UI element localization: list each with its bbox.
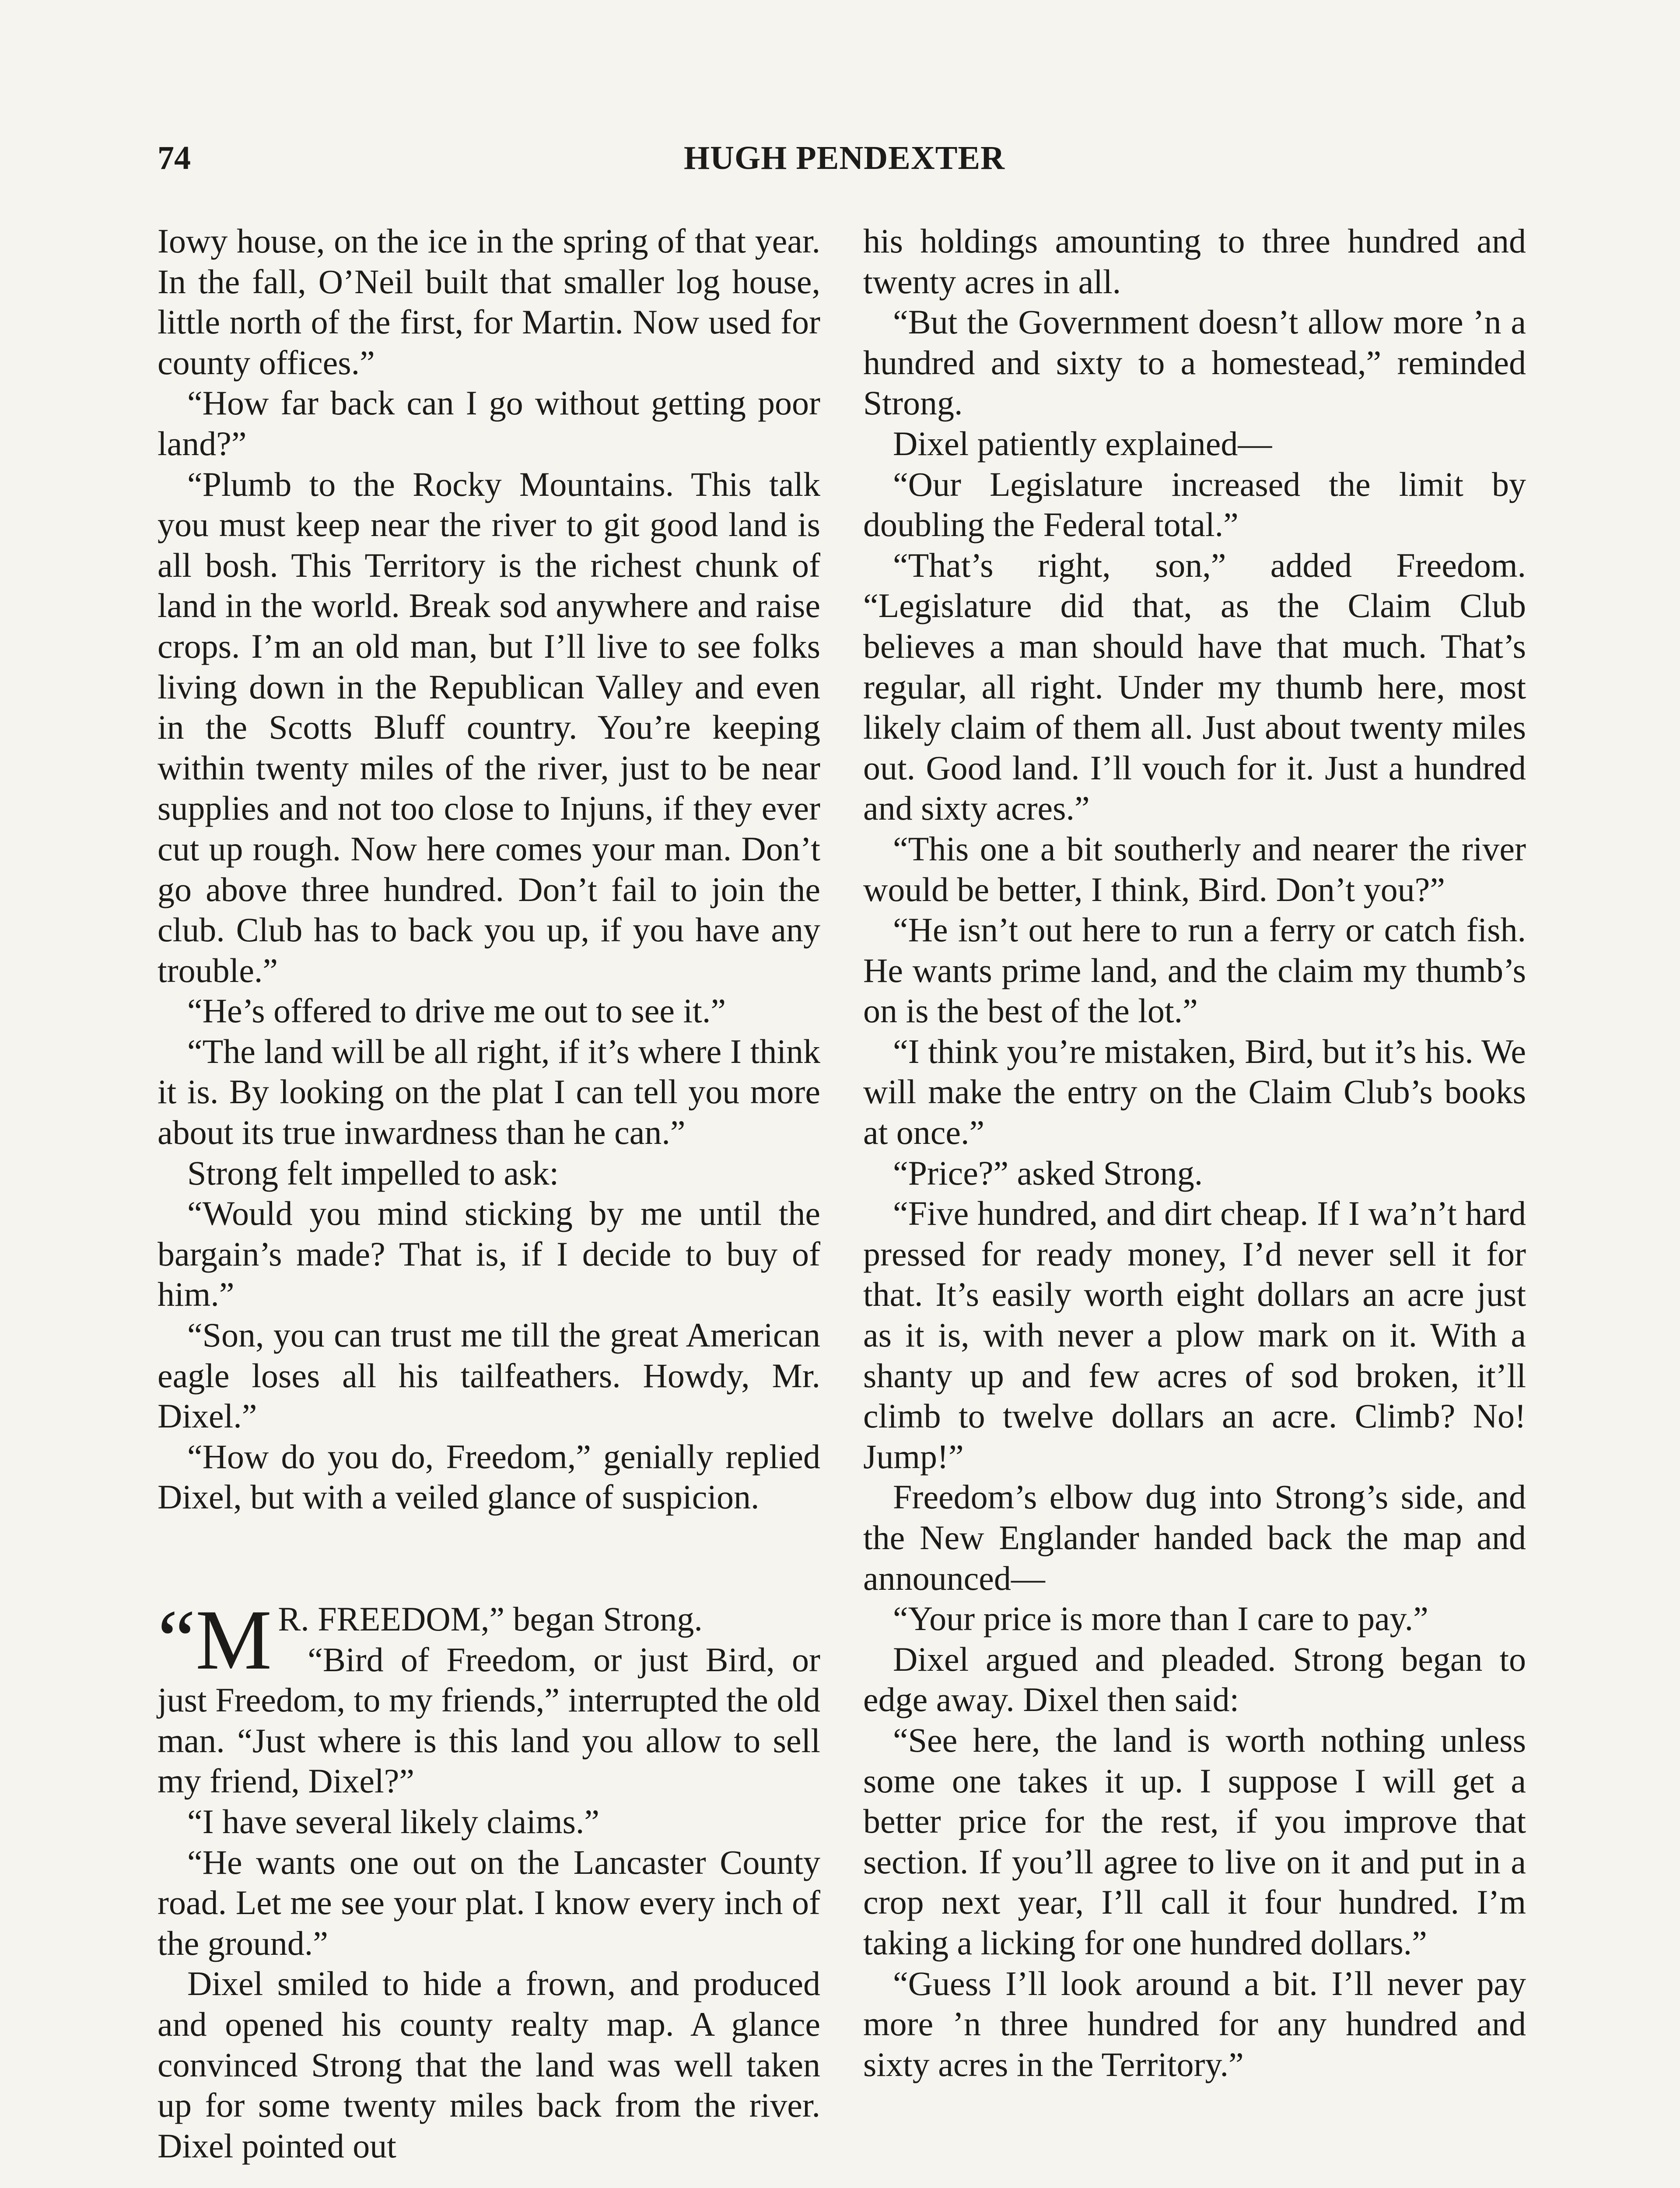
paragraph: “He wants one out on the Lancaster County road. Let me see your plat. I know every inch of the ground.” [158,1843,820,1962]
paragraph: Freedom’s elbow dug into Strong’s side, and the New Englander handed back the map and announced— [863,1478,1526,1597]
right-column [863,221,1526,2085]
paragraph: “Son, you can trust me till the great American eagle loses all his tailfeathers. Howdy, Mr. Dixel.” [158,1316,820,1435]
paragraph: “This one a bit southerly and nearer the river would be better, I think, Bird. Don’t you?” [863,829,1526,908]
paragraph: “Guess I’ll look around a bit. I’ll never pay more ’n three hundred for any hundred and sixty acres in the Territory.” [863,1964,1526,2083]
paragraph: “But the Government doesn’t allow more ’n a hundred and sixty to a homestead,” reminded Strong. [863,303,1526,422]
paragraph: “Five hundred, and dirt cheap. If I wa’n’t hard pressed for ready money, I’d never sell it for that. It’s easily worth eight dollars an acre just as it is, with never a plow mark on it. With a shanty up and few acres of sod broken, it’ll climb to twelve dollars an acre. Climb? No! Jump!” [863,1194,1526,1476]
paragraph: “I think you’re mistaken, Bird, but it’s his. We will make the entry on the Claim Club’s books at once.” [863,1032,1526,1152]
left-column [158,221,820,2166]
paragraph: Dixel smiled to hide a frown, and produced and opened his county realty map. A glance convinced Strong that the land was well taken up for some twenty miles back from the river. Dixel pointed out [158,1964,820,2165]
paragraph: “Bird of Freedom, or just Bird, or just Freedom, to my friends,” interrupted the old man. “Just where is this land you allow to sell my friend, Dixel?” [158,1640,820,1800]
paragraph: Iowy house, on the ice in the spring of that year. In the fall, O’Neil built that smaller log house, little north of the first, for Martin. Now used for county offices.” [158,222,820,382]
paragraph: “He isn’t out here to run a ferry or catch fish. He wants prime land, and the claim my thumb’s on is the best of the lot.” [863,911,1526,1030]
paragraph: Dixel argued and pleaded. Strong began to edge away. Dixel then said: [863,1640,1526,1719]
paragraph: Strong felt impelled to ask: [187,1154,559,1192]
page-number: 74 [158,140,191,176]
paragraph: “I have several likely claims.” [187,1802,600,1841]
paragraph: “How do you do, Freedom,” genially replied Dixel, but with a veiled glance of suspicion. [158,1437,820,1516]
paragraph: “He’s offered to drive me out to see it.” [187,992,726,1030]
running-head: HUGH PENDEXTER [684,140,1005,176]
paragraph: “The land will be all right, if it’s where I think it is. By looking on the plat I can tell you more about its true inwardness than he can.” [158,1032,820,1152]
page-header [158,139,1531,187]
paragraph: “See here, the land is worth nothing unless some one takes it up. I suppose I will get a better price for the rest, if you improve that section. If you’ll agree to live on it and put in a crop next year, I’ll call it four hundred. I’m taking a licking for one hundred dollars.” [863,1721,1526,1962]
drop-cap-letter: M [196,1592,272,1687]
paragraph: “Price?” asked Strong. [893,1154,1203,1192]
paragraph: Dixel patiently explained— [893,424,1272,463]
paragraph: “Our Legislature increased the limit by doubling the Federal total.” [863,465,1526,544]
paragraph: his holdings amounting to three hundred and twenty acres in all. [863,222,1526,301]
paragraph: “That’s right, son,” added Freedom. “Legislature did that, as the Claim Club believes a man should have that much. That’s regular, all right. Under my thumb here, most likely claim of them all. Just about twenty miles out. Good land. I’ll vouch for it. Just a hundred and sixty acres.” [863,546,1526,828]
drop-cap-quote: “ [158,1592,196,1687]
paragraph: “Plumb to the Rocky Mountains. This talk you must keep near the river to git good land is all bosh. This Territory is the richest chunk of land in the world. Break sod anywhere and raise crops. I’m an old man, but I’ll live to see folks living down in the Republican Valley and even in the Scotts Bluff country. You’re keeping within twenty miles of the river, just to be near supplies and not too close to Injuns, if they ever cut up rough. Now here comes your man. Don’t go above three hundred. Don’t fail to join the club. Club has to back you up, if you have any trouble.” [158,465,820,989]
paragraph: “Your price is more than I care to pay.” [893,1599,1428,1638]
paragraph: “Would you mind sticking by me until the bargain’s made? That is, if I decide to buy of him.” [158,1194,820,1314]
section-opening-paragraph [158,1592,820,1687]
drop-cap [158,1592,272,1687]
section-opening-text: R. FREEDOM,” began Strong. [278,1600,703,1638]
paragraph: “How far back can I go without getting poor land?” [158,384,820,463]
